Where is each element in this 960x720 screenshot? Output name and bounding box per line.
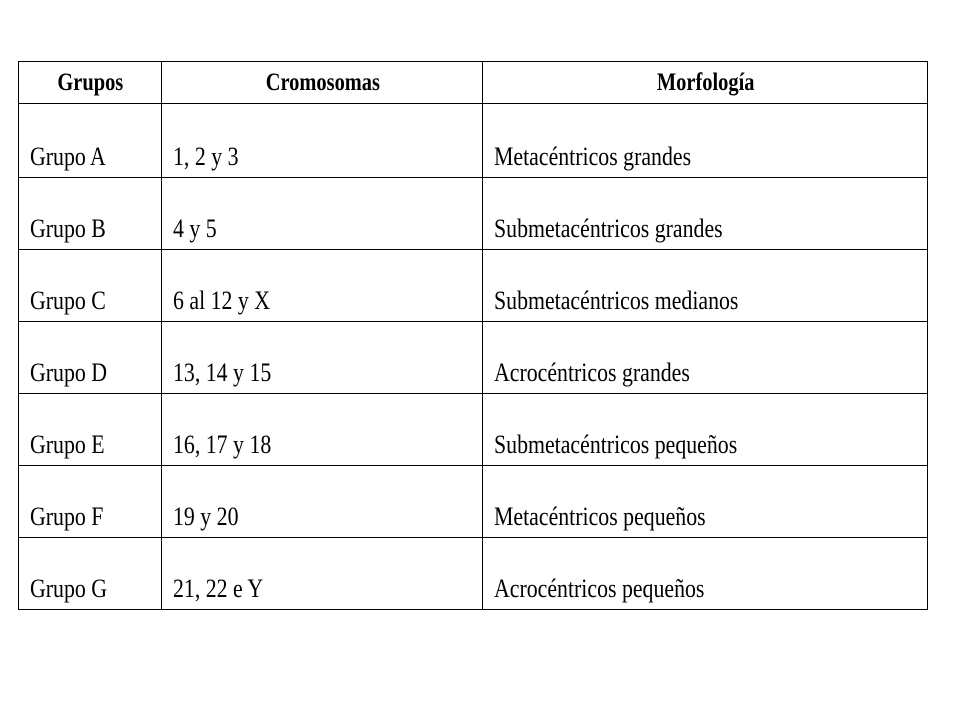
cell-morfologia: Metacéntricos pequeños [483,466,928,538]
cell-grupo: Grupo F [19,466,162,538]
table-row [19,466,928,538]
cell-grupo: Grupo G [19,538,162,610]
header-grupos: Grupos [29,62,152,104]
table-header-row [19,62,928,104]
cell-cromosomas: 1, 2 y 3 [162,104,483,178]
table-row [19,394,928,466]
cell-cromosomas: 21, 22 e Y [162,538,483,610]
cell-grupo: Grupo B [19,178,162,250]
table-row [19,104,928,178]
cell-cromosomas: 19 y 20 [162,466,483,538]
table-row [19,538,928,610]
table-row [19,250,928,322]
cell-grupo: Grupo C [19,250,162,322]
cell-morfologia: Acrocéntricos pequeños [483,538,928,610]
cell-cromosomas: 6 al 12 y X [162,250,483,322]
cell-morfologia: Submetacéntricos pequeños [483,394,928,466]
table-row [19,322,928,394]
cell-morfologia: Metacéntricos grandes [483,104,928,178]
cell-morfologia: Submetacéntricos medianos [483,250,928,322]
cell-grupo: Grupo D [19,322,162,394]
cell-cromosomas: 16, 17 y 18 [162,394,483,466]
cell-grupo: Grupo E [19,394,162,466]
table-row [19,178,928,250]
cell-morfologia: Acrocéntricos grandes [483,322,928,394]
chromosome-groups-table [18,61,928,610]
cell-cromosomas: 13, 14 y 15 [162,322,483,394]
header-cromosomas: Cromosomas [184,62,460,104]
cell-morfologia: Submetacéntricos grandes [483,178,928,250]
header-morfologia: Morfología [514,62,897,104]
cell-grupo: Grupo A [19,104,162,178]
cell-cromosomas: 4 y 5 [162,178,483,250]
